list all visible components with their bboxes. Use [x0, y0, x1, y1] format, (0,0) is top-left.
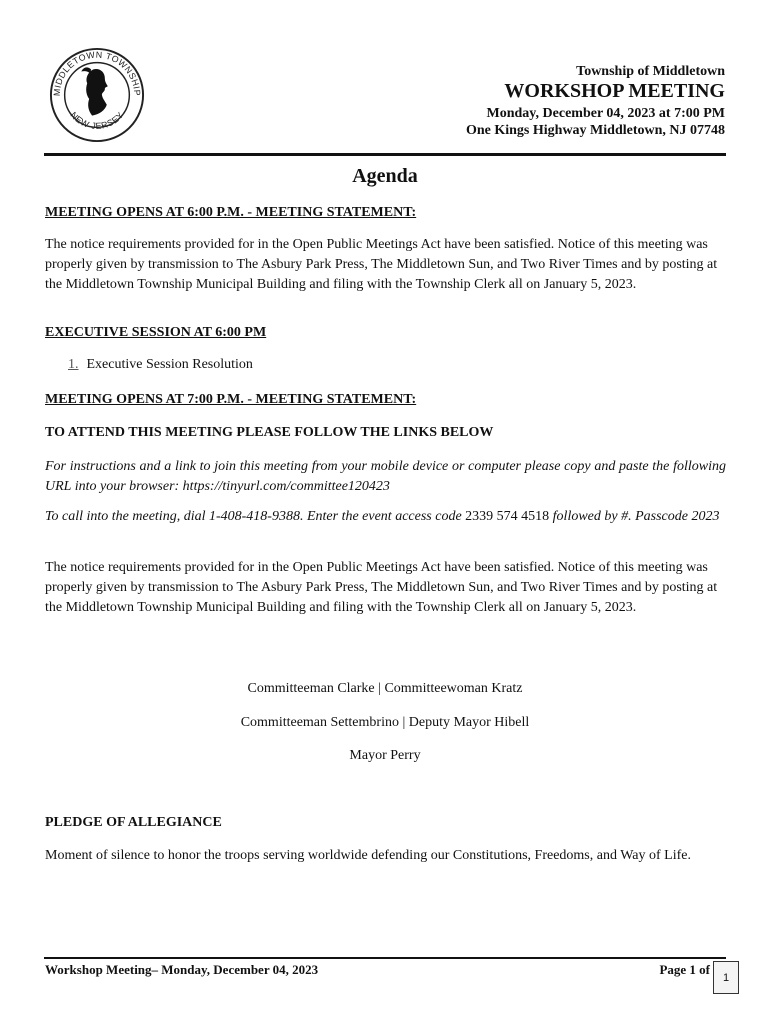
header-date-time: Monday, December 04, 2023 at 7:00 PM — [486, 106, 725, 121]
footer-divider — [44, 957, 726, 959]
agenda-item-number[interactable]: 1. — [68, 357, 79, 372]
township-seal-logo — [48, 46, 146, 144]
call-in-text: To call into the meeting, dial 1-408-418-9388. Enter the event access code — [45, 509, 462, 524]
footer-meeting-label: Workshop Meeting– Monday, December 04, 2023 — [45, 962, 319, 977]
seal-ring-text-top: MIDDLETOWN TOWNSHIP — [51, 49, 143, 97]
call-in-instructions — [45, 507, 726, 527]
agenda-item-text: Executive Session Resolution — [86, 357, 253, 372]
header-meeting-title: WORKSHOP MEETING — [504, 80, 725, 102]
page-number-box[interactable]: 1 — [713, 961, 739, 994]
pledge-heading: PLEDGE OF ALLEGIANCE — [45, 815, 222, 830]
section1-heading: MEETING OPENS AT 6:00 P.M. - MEETING STATEMENT: — [45, 205, 417, 220]
join-instructions-text: For instructions and a link to join this meeting from your mobile device or computer please copy and paste the following URL into your browser: https://tinyurl.com/committee120423 — [45, 459, 726, 494]
section2-notice-text: The notice requirements provided for in the Open Public Meetings Act have been satisfied. Notice of this meeting was properly given by transmission to The Asbury Park Press, The Middletown Sun, and Two River Times and by posting at the Middletown Township Municipal Building and filing with the Township Clerk all on January 5, 2023. — [45, 560, 718, 615]
roll-call-line-1: Committeeman Clarke | Committeewoman Kratz — [247, 681, 523, 696]
roll-call-line-2: Committeeman Settembrino | Deputy Mayor Hibell — [240, 715, 530, 730]
pledge-text: Moment of silence to honor the troops serving worldwide defending our Constitutions, Freedoms, and Way of Life. — [45, 848, 692, 863]
event-access-code: 2339 574 4518 — [465, 509, 550, 524]
section2-heading: MEETING OPENS AT 7:00 P.M. - MEETING STATEMENT: — [45, 392, 417, 407]
header-divider — [44, 153, 726, 156]
roll-call-line-3: Mayor Perry — [349, 748, 421, 763]
call-in-passcode-text: followed by #. Passcode 2023 — [552, 509, 720, 524]
header-township: Township of Middletown — [576, 64, 725, 79]
agenda-title: Agenda — [352, 165, 418, 187]
attend-instructions-heading: TO ATTEND THIS MEETING PLEASE FOLLOW THE LINKS BELOW — [45, 425, 494, 440]
native-profile-silhouette — [86, 69, 108, 116]
footer-page-label: Page 1 of — [659, 962, 710, 977]
section1-notice-text: The notice requirements provided for in the Open Public Meetings Act have been satisfied. Notice of this meeting was properly given by transmission to The Asbury Park Press, The Middletown Sun, and Two River Times and by posting at the Middletown Township Municipal Building and filing with the Township Clerk all on January 5, 2023. — [45, 237, 718, 292]
seal-ring-text-bottom: NEW JERSEY — [68, 109, 126, 131]
executive-session-heading: EXECUTIVE SESSION AT 6:00 PM — [45, 325, 267, 340]
agenda-item-1 — [68, 355, 253, 375]
header-address: One Kings Highway Middletown, NJ 07748 — [465, 123, 725, 138]
